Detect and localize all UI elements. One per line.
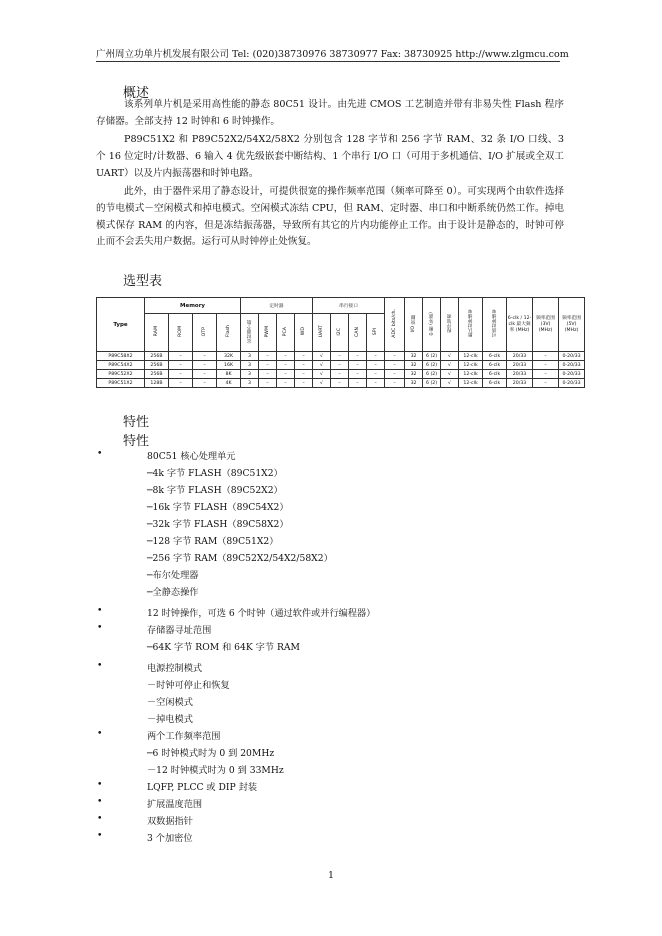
- column-header: UART: [319, 325, 325, 338]
- table-cell: –: [349, 352, 367, 361]
- table-row: [97, 352, 585, 361]
- table-cell: –: [331, 379, 349, 388]
- feature-subitem: ─16k 字节 FLASH（89C54X2）: [147, 502, 289, 513]
- feature-item: LQFP, PLCC 或 DIP 封装: [147, 782, 258, 793]
- table-cell: 6 (2): [423, 361, 441, 370]
- feature-subitem: ─64K 字节 ROM 和 64K 字节 RAM: [147, 642, 300, 653]
- column-header: 程序加密: [446, 314, 452, 333]
- column-header: OTP: [202, 326, 207, 337]
- table-row: [97, 370, 585, 379]
- feature-item: 两个工作频率范围: [147, 731, 221, 742]
- table-cell: –: [385, 379, 405, 388]
- table-cell: –: [295, 361, 313, 370]
- table-cell: –: [169, 352, 193, 361]
- feature-subitem: ─8k 字节 FLASH（89C52X2）: [147, 485, 283, 496]
- column-header: I2C: [337, 327, 343, 336]
- table-cell: 32: [405, 361, 423, 370]
- overview-paragraph-3: 此外，由于器件采用了静态设计，可提供很宽的操作频率范围（频率可降至 0）。可实现两个由软件选择的节电模式－空闲模式和掉电模式。空闲模式冻结 CPU，但 RAM、定时器、串口和中断系统仍然工作。掉电模式保存 RAM 的内容，但是冻结振荡器，导致所有其它的片内功能停止工作。由于设计是静态的，时钟可停止而不会丢失用户数据。运行可从时钟停止处恢复。: [96, 186, 564, 248]
- table-cell: 20/33: [507, 352, 533, 361]
- table-cell: 256B: [145, 361, 169, 370]
- overview-paragraph-2: P89C51X2 和 P89C52X2/54X2/58X2 分别包含 128 字节和 256 字节 RAM、32 条 I/O 口线、3 个 16 位定时/计数器、6 输入 4 优先级嵌套中断结构、1 个串行 I/O 口（可用于多机通信、I/O 扩展或全双工 UART）以及片内振荡器和时钟电路。: [96, 134, 564, 179]
- table-cell: –: [367, 379, 385, 388]
- table-cell: 0-20/33: [559, 352, 585, 361]
- bullet-icon: •: [97, 779, 103, 790]
- feature-subitem: ─4k 字节 FLASH（89C51X2）: [147, 468, 283, 479]
- table-cell: –: [193, 361, 217, 370]
- table-cell: –: [277, 361, 295, 370]
- table-cell: –: [169, 379, 193, 388]
- column-header: 频率范围 (3V) (MHz): [536, 315, 555, 333]
- table-cell: –: [277, 370, 295, 379]
- column-header: 6-clk / 12-clk 最大频率 (MHz): [507, 315, 532, 333]
- table-cell: 32: [405, 379, 423, 388]
- feature-item: 80C51 核心处理单元: [147, 451, 236, 462]
- feature-item: 3 个加密位: [147, 833, 193, 844]
- column-header: PCA: [283, 326, 289, 337]
- feature-subitem: －12 时钟模式时为 0 到 33MHz: [147, 765, 284, 776]
- column-header: 中断 (外部): [428, 311, 434, 336]
- table-cell: –: [193, 370, 217, 379]
- bullet-icon: •: [97, 448, 103, 459]
- table-cell: –: [331, 361, 349, 370]
- table-cell: –: [169, 361, 193, 370]
- table-cell: 32K: [217, 352, 241, 361]
- table-cell: –: [277, 379, 295, 388]
- model-cell: P89C52X2: [97, 370, 145, 379]
- table-cell: –: [259, 352, 277, 361]
- table-cell: –: [295, 370, 313, 379]
- table-cell: 3: [241, 379, 259, 388]
- table-cell: –: [193, 379, 217, 388]
- bullet-icon: •: [97, 728, 103, 739]
- table-cell: 12-clk: [459, 361, 483, 370]
- model-cell: P89C58X2: [97, 352, 145, 361]
- table-cell: 20/33: [507, 370, 533, 379]
- feature-subitem: ─全静态操作: [147, 587, 199, 598]
- feature-subitem: －时钟可停止和恢复: [147, 680, 230, 691]
- table-cell: –: [295, 379, 313, 388]
- overview-paragraph-1: 该系列单片机是采用高性能的静态 80C51 设计。由先进 CMOS 工艺制造并带有非易失性 Flash 程序存储器。全部支持 12 时钟和 6 时钟操作。: [96, 99, 564, 127]
- table-cell: –: [259, 361, 277, 370]
- table-cell: –: [367, 361, 385, 370]
- table-cell: –: [349, 370, 367, 379]
- feature-item: 双数据指针: [147, 816, 193, 827]
- table-cell: –: [349, 379, 367, 388]
- table-cell: –: [331, 352, 349, 361]
- feature-subitem: ─布尔处理器: [147, 570, 199, 581]
- table-cell: –: [367, 352, 385, 361]
- feature-item: 扩展温度范围: [147, 799, 203, 810]
- table-cell: –: [385, 352, 405, 361]
- table-cell: –: [277, 352, 295, 361]
- table-cell: 20/33: [507, 361, 533, 370]
- selection-table: [96, 297, 585, 388]
- column-header: 可选时钟速率: [491, 309, 497, 338]
- table-cell: 20/33: [507, 379, 533, 388]
- column-header: 默认时钟速率: [467, 309, 473, 338]
- table-cell: √: [441, 379, 459, 388]
- table-cell: –: [533, 352, 559, 361]
- bullet-icon: •: [97, 830, 103, 841]
- column-header: 定时器个数: [246, 319, 252, 344]
- table-cell: 32: [405, 352, 423, 361]
- serial-header: 串行接口: [313, 298, 385, 314]
- table-cell: 3: [241, 361, 259, 370]
- table-cell: –: [385, 361, 405, 370]
- column-header: RAM: [154, 326, 159, 337]
- table-cell: √: [441, 361, 459, 370]
- feature-subitem: ─128 字节 RAM（89C51X2）: [147, 536, 279, 547]
- table-cell: 6-clk: [483, 352, 507, 361]
- table-cell: 256B: [145, 352, 169, 361]
- table-cell: –: [533, 361, 559, 370]
- table-cell: –: [193, 352, 217, 361]
- table-cell: √: [313, 352, 331, 361]
- table-cell: √: [313, 370, 331, 379]
- feature-subitem: ─6 时钟模式时为 0 到 20MHz: [147, 748, 275, 759]
- feature-item: 电源控制模式: [147, 663, 203, 674]
- page-header: 广州周立功单片机发展有限公司 Tel: (020)38730976 38730977 Fax: 38730925 http://www.zlgmcu.com: [96, 49, 569, 60]
- timer-header: 定时器: [241, 298, 313, 314]
- model-cell: P89C51X2: [97, 379, 145, 388]
- memory-header: Memory: [145, 298, 241, 314]
- table-cell: √: [441, 352, 459, 361]
- column-header: Flash: [226, 325, 231, 338]
- table-cell: 6 (2): [423, 352, 441, 361]
- table-cell: –: [533, 379, 559, 388]
- table-cell: 6 (2): [423, 370, 441, 379]
- feature-item: 12 时钟操作，可选 6 个时钟（通过软件或并行编程器）: [147, 608, 376, 619]
- table-row: [97, 361, 585, 370]
- table-cell: 6-clk: [483, 361, 507, 370]
- table-cell: –: [259, 370, 277, 379]
- table-cell: 6-clk: [483, 379, 507, 388]
- table-cell: 12-clk: [459, 370, 483, 379]
- feature-subitem: ─32k 字节 FLASH（89C58X2）: [147, 519, 289, 530]
- overview-title: 概述: [123, 86, 150, 101]
- table-cell: √: [441, 370, 459, 379]
- table-cell: 12-clk: [459, 379, 483, 388]
- table-cell: –: [349, 361, 367, 370]
- table-cell: 6-clk: [483, 370, 507, 379]
- header-divider: [96, 61, 560, 62]
- table-cell: 6 (2): [423, 379, 441, 388]
- table-cell: 8K: [217, 370, 241, 379]
- table-cell: 0-20/33: [559, 361, 585, 370]
- page-number: 1: [327, 870, 335, 881]
- feature-subitem: ─256 字节 RAM（89C52X2/54X2/58X2）: [147, 553, 333, 564]
- table-cell: 3: [241, 370, 259, 379]
- features-subtitle: 特性: [123, 434, 150, 449]
- table-cell: –: [295, 352, 313, 361]
- bullet-icon: •: [97, 660, 103, 671]
- table-cell: –: [169, 370, 193, 379]
- column-header: SPI: [373, 327, 379, 336]
- type-header: Type: [97, 298, 145, 352]
- column-header: WD: [301, 327, 307, 336]
- bullet-icon: •: [97, 622, 103, 633]
- table-row: [97, 379, 585, 388]
- column-header: 频率范围 (5V) (MHz): [562, 315, 581, 333]
- bullet-icon: •: [97, 605, 103, 616]
- table-cell: 12-clk: [459, 352, 483, 361]
- table-cell: 3: [241, 352, 259, 361]
- table-cell: –: [331, 370, 349, 379]
- table-cell: 0-20/33: [559, 370, 585, 379]
- table-cell: √: [313, 361, 331, 370]
- column-header: CAN: [355, 326, 361, 337]
- table-cell: –: [385, 370, 405, 379]
- bullet-icon: •: [97, 813, 103, 824]
- table-cell: 4K: [217, 379, 241, 388]
- feature-subitem: －掉电模式: [147, 714, 193, 725]
- table-cell: 0-20/33: [559, 379, 585, 388]
- table-cell: 32: [405, 370, 423, 379]
- feature-item: 存储器寻址范围: [147, 625, 212, 636]
- table-cell: 256B: [145, 370, 169, 379]
- table-cell: –: [533, 370, 559, 379]
- features-title: 特性: [123, 415, 150, 430]
- table-cell: 128B: [145, 379, 169, 388]
- column-header: ADC bits/ch.: [392, 309, 398, 338]
- column-header: PWM: [265, 325, 271, 338]
- bullet-icon: •: [97, 796, 103, 807]
- column-header: ROM: [178, 326, 183, 337]
- selection-table-title: 选型表: [123, 274, 163, 289]
- model-cell: P89C54X2: [97, 361, 145, 370]
- table-cell: 16K: [217, 361, 241, 370]
- table-cell: –: [367, 370, 385, 379]
- table-cell: √: [313, 379, 331, 388]
- column-header: I/O 管脚: [410, 314, 416, 333]
- table-cell: –: [259, 379, 277, 388]
- feature-subitem: －空闲模式: [147, 697, 193, 708]
